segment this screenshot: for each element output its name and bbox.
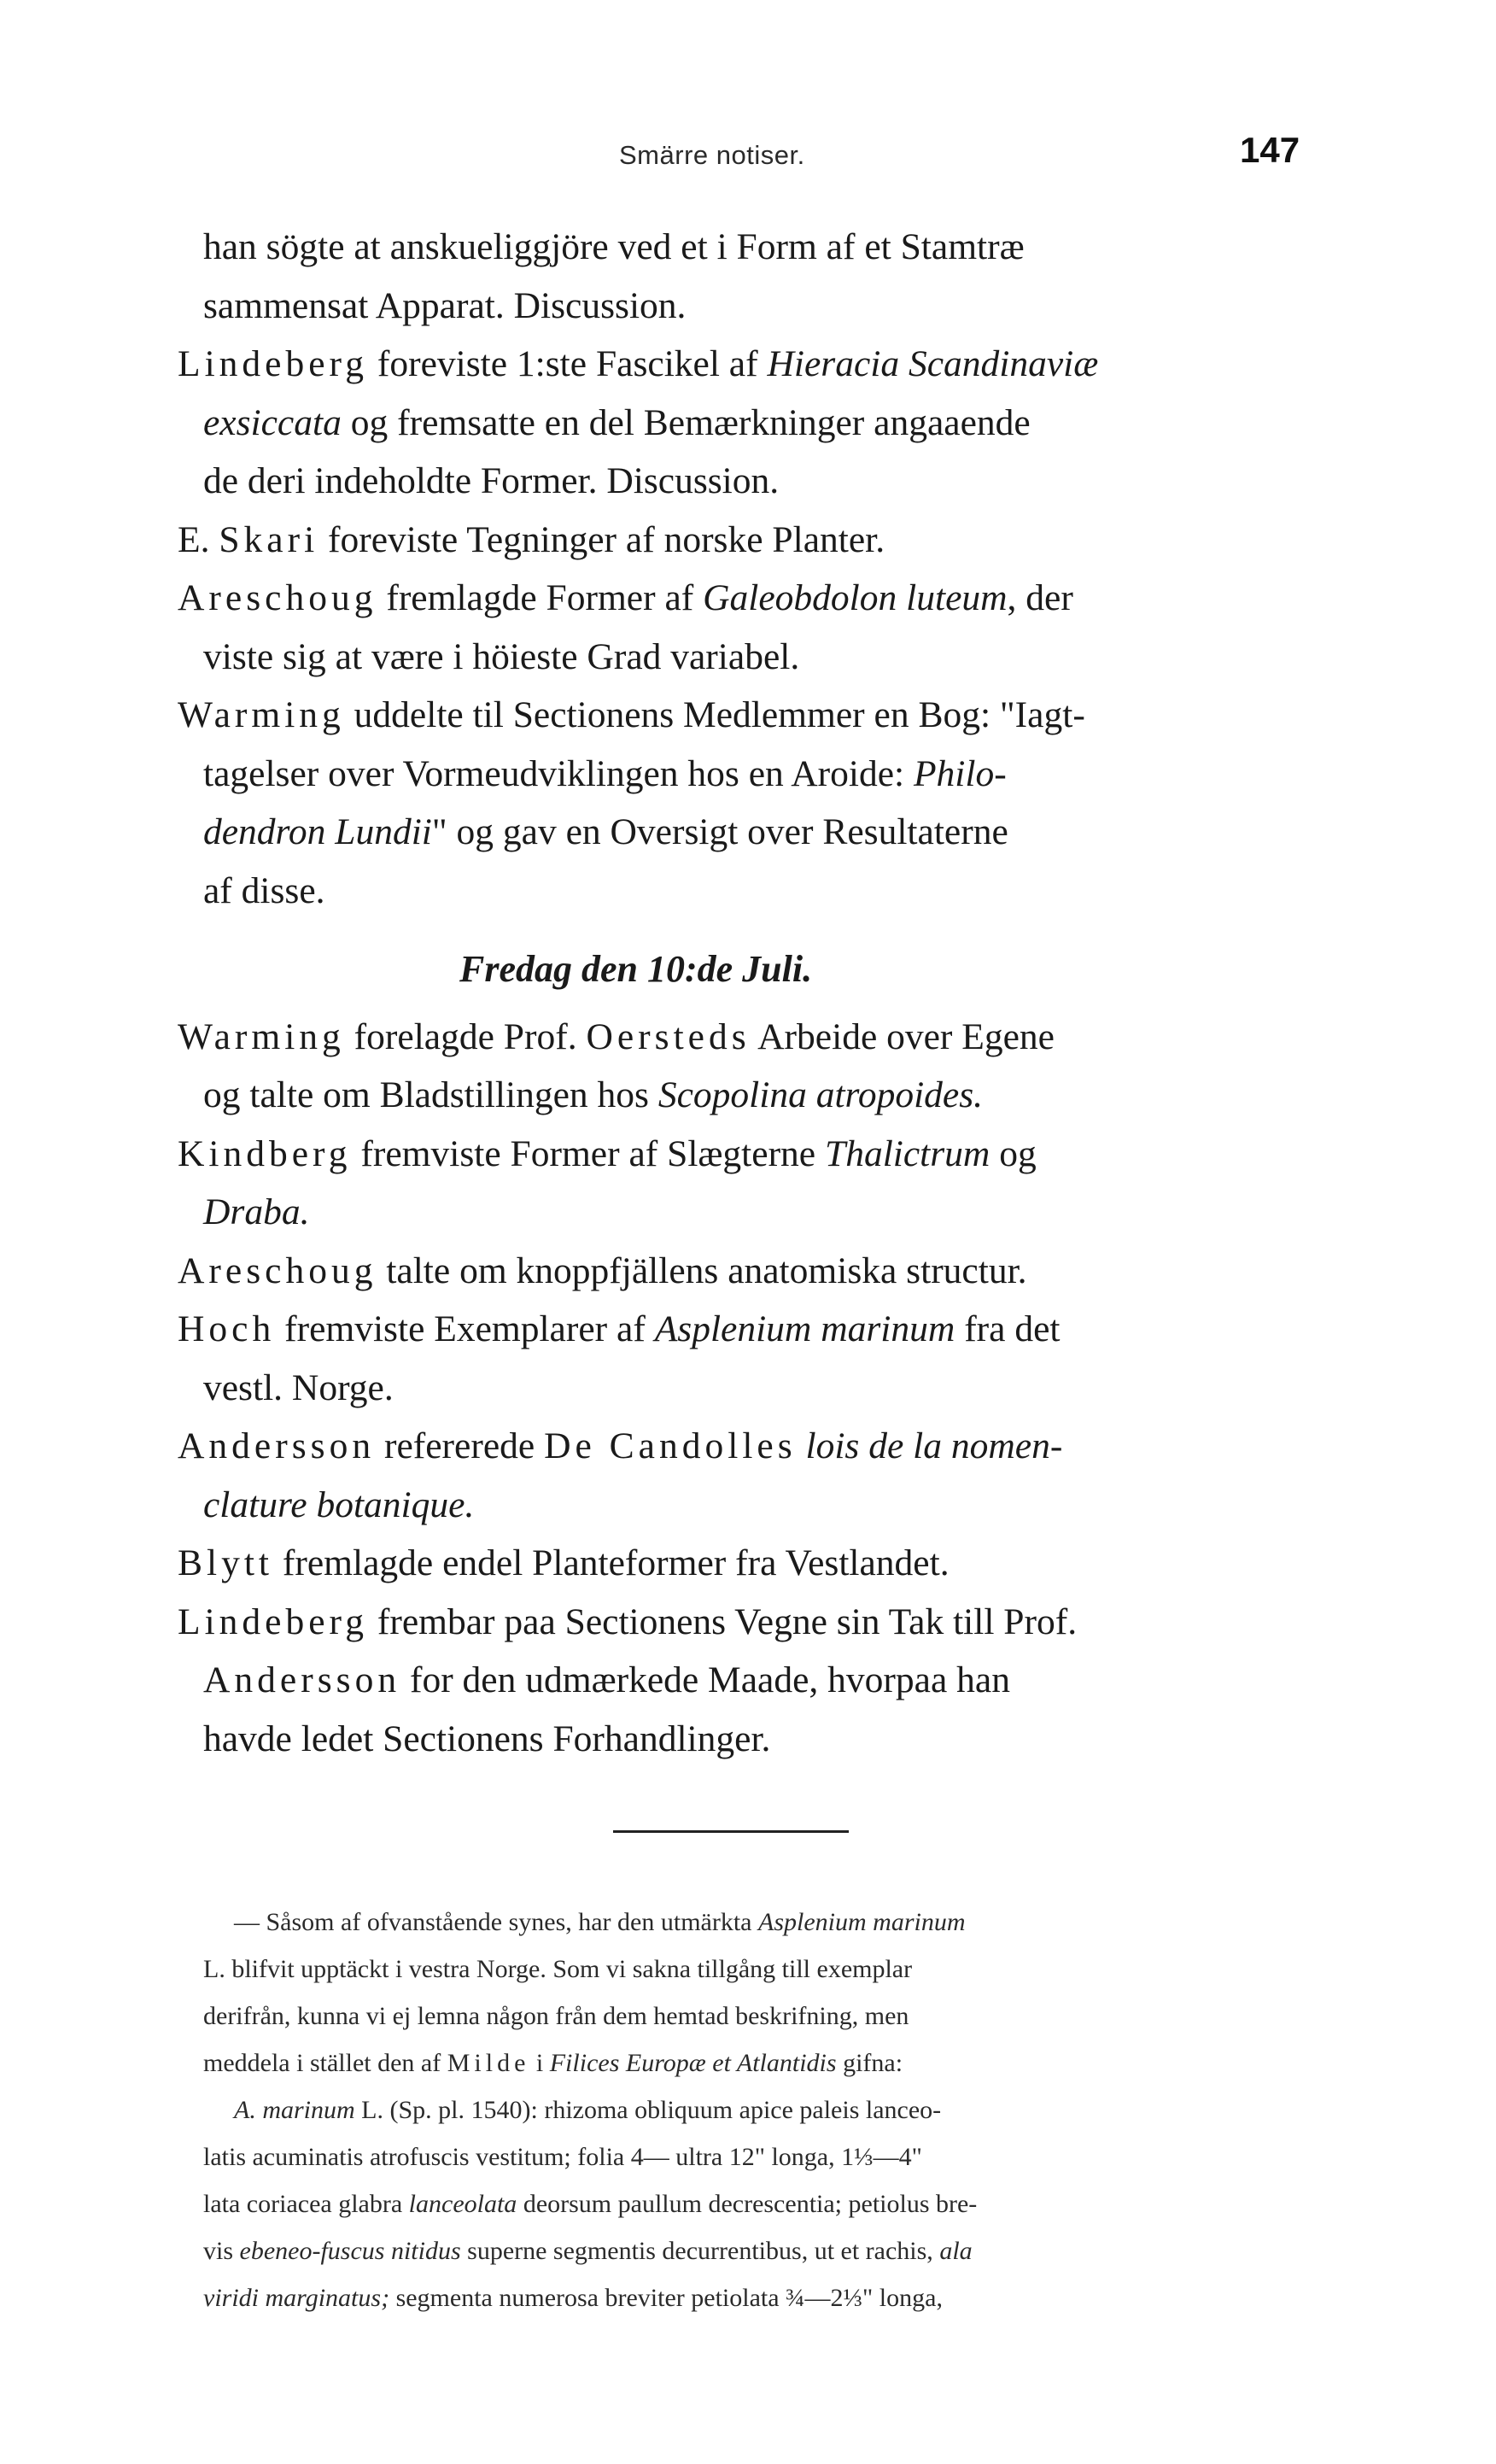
person-name: Lindeberg [178, 343, 368, 384]
species-name: A. marinum [234, 2096, 355, 2124]
text-run: lata coriacea glabra [203, 2190, 409, 2218]
footnote-line [203, 2180, 1373, 2227]
text-run: superne segmentis decurrentibus, ut et rachis, [460, 2237, 940, 2265]
text-line [178, 1359, 1373, 1418]
species-name: exsiccata [203, 401, 342, 443]
text-run: af disse. [203, 869, 325, 911]
paragraph-warming-2 [178, 1008, 1373, 1125]
text-line [178, 569, 1373, 628]
text-run: segmenta numerosa breviter petiolata ¾—2⅓" longa, [389, 2284, 943, 2312]
person-name: De Candolles [544, 1425, 797, 1466]
initial: E. [178, 518, 219, 560]
text-run: latis acuminatis atrofuscis vestitum; folia 4— ultra 12" longa, 1⅓—4" [203, 2143, 922, 2171]
text-run: , der [1007, 577, 1073, 618]
text-run: " og gav en Oversigt over Resultaterne [431, 811, 1008, 852]
term-italic: ala [939, 2237, 973, 2265]
paragraph-lindeberg-2 [178, 1593, 1373, 1769]
text-run: fremviste Exemplarer af [275, 1308, 655, 1349]
text-line [178, 511, 1373, 570]
person-name: Skari [219, 518, 319, 560]
text-line [178, 628, 1373, 687]
paragraph-hoch [178, 1300, 1373, 1417]
text-run: og talte om Bladstillingen hos [203, 1074, 658, 1115]
footnote-line [203, 1946, 1373, 1993]
species-name: Philo- [913, 752, 1007, 794]
paragraph-areschoug-1 [178, 569, 1373, 686]
species-name: Thalictrum [825, 1133, 991, 1174]
person-name: Oersteds [586, 1015, 751, 1057]
person-name: Blytt [178, 1542, 274, 1583]
footnote-divider [613, 1830, 849, 1833]
text-run: Arbeide over Egene [750, 1015, 1055, 1057]
paragraph-areschoug-2 [178, 1242, 1373, 1301]
paragraph-andersson [178, 1417, 1373, 1534]
person-name: Areschoug [178, 1250, 377, 1291]
text-line [178, 1125, 1373, 1184]
text-run: og fremsatte en del Bemærkninger angaaende [341, 401, 1031, 443]
text-run: viste sig at være i höieste Grad variabel. [203, 635, 800, 677]
species-name: Asplenium marinum [654, 1308, 955, 1349]
text-run: vis [203, 2237, 240, 2265]
text-run: han sögte at anskueliggjöre ved et i Form af et Stamtræ [203, 226, 1025, 267]
text-run: — Såsom af ofvanstående synes, har den utmärkta [234, 1908, 758, 1936]
text-run: foreviste Tegninger af norske Planter. [318, 518, 885, 560]
text-run: uddelte til Sectionens Medlemmer en Bog: "Iagt- [344, 694, 1085, 735]
text-run: sammensat Apparat. Discussion. [203, 284, 687, 326]
paragraph-skari [178, 511, 1373, 570]
footnote [203, 1899, 1373, 2321]
title-italic: clature botanique. [203, 1484, 475, 1525]
person-name: Andersson [178, 1425, 376, 1466]
text-line [178, 394, 1373, 453]
text-line [178, 686, 1373, 745]
text-line [178, 1417, 1373, 1476]
paragraph-kindberg [178, 1125, 1373, 1242]
text-run: meddela i stället den af [203, 2049, 447, 2077]
paragraph-continued [203, 218, 1373, 335]
text-line [178, 1593, 1373, 1652]
footnote-line [203, 2133, 1373, 2180]
text-line [203, 218, 1373, 277]
book-title: Filices Europæ et Atlantidis [549, 2049, 837, 2077]
text-line [178, 1710, 1373, 1769]
person-name: Lindeberg [178, 1601, 368, 1642]
term-italic: lanceolata [408, 2190, 517, 2218]
text-line [178, 1476, 1373, 1535]
person-name: Andersson [203, 1659, 401, 1700]
page-number: 147 [1240, 130, 1300, 170]
text-line [178, 1651, 1373, 1710]
footnote-line [203, 2274, 1373, 2321]
text-line [178, 335, 1373, 394]
text-run: forelagde Prof. [344, 1015, 587, 1057]
term-italic: ebeneo-fuscus nitidus [239, 2237, 461, 2265]
species-name: Draba. [203, 1191, 310, 1232]
text-line [178, 1183, 1373, 1242]
text-line [178, 452, 1373, 511]
text-run: L. blifvit upptäckt i vestra Norge. Som vi sakna tillgång till exemplar [203, 1955, 913, 1983]
running-head [0, 128, 1496, 179]
species-name: dendron Lundii [203, 811, 432, 852]
text-run [797, 1425, 806, 1466]
person-name: Hoch [178, 1308, 276, 1349]
text-run: vestl. Norge. [203, 1367, 394, 1408]
text-run: derifrån, kunna vi ej lemna någon från dem hemtad beskrifning, men [203, 2002, 909, 2030]
text-line [178, 1008, 1373, 1067]
text-line [178, 862, 1373, 921]
text-run: frembar paa Sectionens Vegne sin Tak till Prof. [367, 1601, 1078, 1642]
species-name: Scopolina atropoides. [657, 1074, 984, 1115]
person-name: Kindberg [178, 1133, 352, 1174]
text-line [178, 745, 1373, 804]
text-run: fra det [955, 1308, 1061, 1349]
person-name: Warming [178, 694, 345, 735]
text-run: havde ledet Sectionens Forhandlinger. [203, 1718, 771, 1759]
text-run: fremlagde endel Planteformer fra Vestlandet. [273, 1542, 950, 1583]
person-name: Warming [178, 1015, 345, 1057]
text-run: for den udmærkede Maade, hvorpaa han [400, 1659, 1010, 1700]
text-run: fremviste Former af Slægterne [351, 1133, 825, 1174]
term-italic: viridi marginatus; [203, 2284, 390, 2312]
paragraph-blytt [178, 1534, 1373, 1593]
text-run: deorsum paullum decrescentia; petiolus bre- [517, 2190, 978, 2218]
day-heading: Fredag den 10:de Juli. [459, 948, 813, 990]
text-run: refererede [375, 1425, 545, 1466]
text-run: de deri indeholdte Former. Discussion. [203, 460, 780, 501]
text-line [178, 1534, 1373, 1593]
text-line [178, 803, 1373, 862]
body-text [178, 218, 1373, 1768]
person-name: Milde [447, 2049, 530, 2077]
text-line [178, 1066, 1373, 1125]
footnote-line [203, 2040, 1373, 2086]
text-run: tagelser over Vormeudviklingen hos en Aroide: [203, 752, 914, 794]
title-italic: lois de la nomen- [805, 1425, 1063, 1466]
text-run: foreviste 1:ste Fascikel af [367, 343, 768, 384]
paragraph-warming-1 [178, 686, 1373, 920]
running-title: Smärre notiser. [619, 140, 805, 170]
species-name: Asplenium marinum [758, 1908, 966, 1936]
text-run: i [529, 2049, 550, 2077]
text-line [178, 1242, 1373, 1301]
text-run: og [990, 1133, 1037, 1174]
footnote-line [203, 2086, 1373, 2133]
person-name: Areschoug [178, 577, 377, 618]
footnote-line [203, 1993, 1373, 2040]
text-line [203, 277, 1373, 336]
paragraph-lindeberg-1 [178, 335, 1373, 511]
species-name: Galeobdolon luteum [703, 577, 1008, 618]
footnote-line [203, 2227, 1373, 2274]
text-run: L. (Sp. pl. 1540): rhizoma obliquum apice paleis lanceo- [354, 2096, 942, 2124]
text-line [178, 1300, 1373, 1359]
text-run: talte om knoppfjällens anatomiska structur. [377, 1250, 1027, 1291]
text-run: fremlagde Former af [377, 577, 704, 618]
footnote-line [203, 1899, 1373, 1946]
species-name: Hieracia Scandinaviæ [767, 343, 1099, 384]
text-run: gifna: [836, 2049, 903, 2077]
